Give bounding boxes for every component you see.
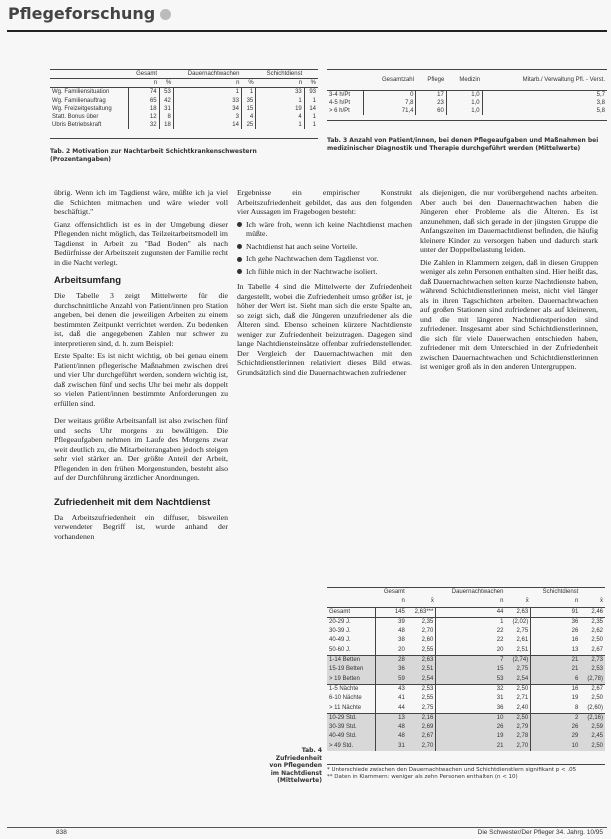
table-row bbox=[327, 617, 605, 627]
table-header-cell bbox=[327, 70, 364, 90]
table-cell: 7,8 bbox=[364, 99, 416, 107]
table-cell: 10 bbox=[436, 713, 506, 723]
table-cell: 16 bbox=[531, 684, 581, 694]
table-header-cell: Pflege bbox=[416, 70, 446, 90]
table-header-cell bbox=[304, 70, 318, 79]
row-label: 30-39 J. bbox=[329, 628, 351, 635]
table-header-cell: Dauernachtwachen bbox=[451, 589, 504, 595]
table-header-cell bbox=[327, 588, 376, 597]
table-cell: 19 bbox=[436, 732, 506, 741]
table-cell: 2,55 bbox=[421, 695, 434, 702]
table-cell: 71,4 bbox=[364, 107, 416, 115]
table-cell: 20 bbox=[376, 646, 407, 656]
table-cell: 2,71 bbox=[516, 695, 529, 702]
table-cell: 2,53 bbox=[407, 684, 436, 694]
row-label: 30-39 Std. bbox=[329, 724, 357, 731]
table-row bbox=[327, 646, 605, 656]
table-header-cell bbox=[407, 588, 436, 597]
table-cell: 1 bbox=[304, 97, 318, 105]
table-cell: 31 bbox=[376, 742, 407, 751]
table-row bbox=[327, 694, 605, 703]
header-rule bbox=[7, 30, 607, 32]
col3-paragraph-1: als diejenigen, die nur vorübergehend nachts arbeiten. Aber auch bei den Dauernachtwachen haben die Jüngeren eher Probleme als die Älteren. Es ist anzunehmen, daß sich gerade in der jüngsten Gruppe die Anfangszeiten im Dauernachtdienst befinden, die häufig kleinere Kinder zu versorgen haben und dadurch stark unter der Doppelbelastung leiden. bbox=[420, 188, 598, 254]
table-header-cell: Gesamtzahl bbox=[364, 70, 416, 90]
table-4 bbox=[327, 587, 605, 762]
table-header-cell: n bbox=[129, 79, 160, 88]
table-cell: 41 bbox=[376, 694, 407, 703]
table-cell: 48 bbox=[376, 723, 407, 732]
table-header-cell: n bbox=[173, 79, 241, 88]
table-cell: 13 bbox=[376, 713, 407, 723]
table-cell: 13 bbox=[531, 646, 581, 656]
column-2 bbox=[237, 188, 412, 380]
section-heading-zufriedenheit: Zufriedenheit mit dem Nachtdienst bbox=[54, 496, 211, 508]
table-cell: 2,53 bbox=[591, 666, 603, 673]
table-3 bbox=[327, 69, 607, 121]
table-cell: (2,60) bbox=[587, 704, 603, 711]
table-cell: 36 bbox=[531, 617, 581, 627]
table-2-header-row bbox=[50, 70, 318, 79]
table-row bbox=[327, 665, 605, 674]
bullet-item: Ich gehe Nachtwachen dem Tagdienst vor. bbox=[237, 254, 412, 264]
table-cell: 93 bbox=[304, 88, 318, 97]
col2-paragraph-1: Ergebnisse ein empirischer Konstrukt Arbeitszufriedenheit gebildet, das aus den folgenden vier Aussagen im Fragebogen besteht: bbox=[237, 188, 412, 216]
row-label: Wg. Familiensituation bbox=[52, 89, 110, 96]
row-label: 10-29 Std. bbox=[327, 713, 376, 723]
table-cell: 28 bbox=[376, 656, 407, 666]
table-header-cell: x̄ bbox=[407, 597, 436, 607]
table-header-cell: Dauernachtwachen bbox=[173, 70, 241, 79]
table-cell: 1 bbox=[256, 97, 305, 105]
table-cell: 2,50 bbox=[505, 684, 530, 694]
table-cell: 15 bbox=[436, 665, 506, 674]
table-cell: 3 bbox=[173, 113, 241, 121]
row-label: Wg. Freizeitgestaltung bbox=[52, 105, 112, 112]
table-row bbox=[327, 684, 605, 694]
row-label: 6-10 Nächte bbox=[329, 695, 362, 702]
table-cell: 23 bbox=[416, 99, 446, 107]
table-cell: 2,55 bbox=[421, 646, 434, 653]
table-row bbox=[327, 732, 605, 741]
table-header-cell: Gesamt bbox=[383, 589, 405, 595]
table-cell: 29 bbox=[531, 732, 581, 741]
table-2 bbox=[50, 69, 318, 139]
table-row bbox=[327, 627, 605, 636]
col1-paragraph-2: Ganz offensichtlich ist es in der Umgebung dieser Pflegenden nicht möglich, das Teilzeitarbeitsmodell im Tagdienst in Arbeit zu "Bad Boden" als nach Bedürfnisse der Arbeitszeit zugunsten der Familie recht in die Nacht verlegt. bbox=[54, 219, 228, 267]
row-label: 20-29 J. bbox=[327, 617, 376, 627]
table-cell: 2,50 bbox=[505, 713, 530, 723]
table-cell: 32 bbox=[436, 684, 506, 694]
table-cell: 4 bbox=[241, 113, 255, 121]
table-header-cell: Schichtdienst bbox=[256, 70, 305, 79]
table-cell: 2,50 bbox=[591, 742, 603, 749]
table-cell: 19 bbox=[531, 694, 581, 703]
table-cell: 60 bbox=[416, 107, 446, 115]
table-cell: 2,60 bbox=[421, 637, 434, 644]
table-cell: 26 bbox=[531, 627, 581, 636]
row-label: > 19 Betten bbox=[329, 675, 360, 682]
table-cell: 2,67 bbox=[580, 684, 605, 694]
table-cell: 91 bbox=[531, 607, 581, 617]
table-header-cell: n bbox=[376, 597, 407, 607]
table-cell: 2,50 bbox=[591, 695, 603, 702]
table-cell: 17 bbox=[416, 90, 446, 99]
table-cell: 48 bbox=[376, 627, 407, 636]
bullet-item: Ich fühle mich in der Nachtwache isoliert. bbox=[237, 267, 412, 277]
table-cell: 44 bbox=[436, 607, 506, 617]
col1-paragraph-4: Erste Spalte: Es ist nicht wichtig, ob bei genau einem Patient/innen pflegerische Maßnahmen zwischen drei und vier Uhr durchgeführt werden, sondern wichtig ist, daß zwischen fünf und sechs Uhr bei mehr als doppelt so vielen Patient/innen bestimmte Anforderungen zu erfüllen sind. bbox=[54, 351, 228, 408]
table-header-cell: n bbox=[436, 597, 506, 607]
table-row bbox=[327, 90, 607, 99]
table-4-header-row bbox=[327, 588, 605, 597]
table-cell: 35 bbox=[241, 97, 255, 105]
journal-reference: Die Schwester/Der Pfleger 34. Jahrg. 10/95 bbox=[477, 829, 603, 836]
table-2-subheader-row bbox=[50, 79, 318, 88]
table-cell: 32 bbox=[129, 121, 160, 129]
table-cell: 59 bbox=[376, 675, 407, 685]
table-header-cell bbox=[327, 597, 376, 607]
table-cell: 44 bbox=[376, 704, 407, 714]
table-cell: 22 bbox=[436, 627, 506, 636]
table-cell: 12 bbox=[129, 113, 160, 121]
table-cell: 1,0 bbox=[446, 99, 482, 107]
table-row bbox=[327, 607, 605, 617]
table-header-cell: Medizin bbox=[446, 70, 482, 90]
row-label: 1-5 Nächte bbox=[327, 684, 376, 694]
table-cell: 21 bbox=[531, 656, 581, 666]
table-header-cell bbox=[159, 70, 173, 79]
footer-rule bbox=[7, 827, 607, 828]
table-header-cell bbox=[50, 70, 129, 79]
column-1 bbox=[54, 188, 228, 544]
table-cell: 26 bbox=[531, 723, 581, 732]
table-cell: 1 bbox=[436, 617, 506, 627]
table-cell: 53 bbox=[159, 88, 173, 97]
table-cell: 6 bbox=[531, 675, 581, 685]
table-header-cell bbox=[580, 588, 605, 597]
table-row bbox=[50, 88, 318, 97]
table-cell: 2,75 bbox=[516, 666, 529, 673]
table-cell: 21 bbox=[436, 742, 506, 751]
table-cell: 16 bbox=[531, 636, 581, 645]
table-cell: (2,16) bbox=[580, 713, 605, 723]
table-row bbox=[327, 107, 607, 115]
table-cell: 1 bbox=[304, 113, 318, 121]
table-cell: 65 bbox=[129, 97, 160, 105]
table-cell: (2,02) bbox=[505, 617, 530, 627]
table-row bbox=[50, 97, 318, 105]
table-header-cell: n bbox=[531, 597, 581, 607]
table-header-cell: Gesamt bbox=[129, 70, 160, 79]
table-row bbox=[50, 121, 318, 129]
row-label: 1-14 Betten bbox=[327, 656, 376, 666]
col1-paragraph-3: Die Tabelle 3 zeigt Mittelwerte für die durchschnittliche Anzahl von Patient/innen pro Station angeben, bei denen die jeweiligen Arbeiten zu einem bestimmten Zeitpunkt verrichtet werden. Zu bedenken ist, daß die angegebenen Zahlen nur schwer zu interpretieren sind, d. h. zum Beispiel: bbox=[54, 291, 228, 348]
table-cell: 21 bbox=[531, 665, 581, 674]
table-cell: 2,75 bbox=[421, 704, 434, 711]
table-row bbox=[50, 105, 318, 113]
row-label: > 49 Std. bbox=[329, 742, 354, 749]
table-4-footnote: ** Daten in Klammern: weniger als zehn Personen enthalten (n < 10) bbox=[327, 774, 518, 780]
table-cell: 36 bbox=[376, 665, 407, 674]
table-cell: 14 bbox=[173, 121, 241, 129]
table-cell: 74 bbox=[129, 88, 160, 97]
row-label: 40-49 Std. bbox=[329, 733, 357, 740]
table-cell: 2 bbox=[531, 713, 581, 723]
table-cell: 20 bbox=[436, 646, 506, 656]
col3-paragraph-2: Die Zahlen in Klammern zeigen, daß in diesen Gruppen weniger als zehn Personen enthalten sind. Hier heißt das, daß Dauernachtwachen selten kurze Nachtdienste haben, während Schichtdienstlerinnen meist, nicht viel länger als in ihren Tagschichten arbeiten. Dauernachtwachen auf großen Stationen sind zufriedener als auf kleineren, und die mit längeren Nachtdienstperioden sind zufriedener. Insgesamt aber sind Schichtdienstlerinnen, die sich für viele Dauerwachen entschieden haben, zufriedener mit dem Unterschied in der Zufriedenheit zwischen Dauernachtwachen und Schichtdienstlerinnen ist weniger groß als in den anderen Untergruppen. bbox=[420, 257, 598, 371]
table-cell: 25 bbox=[241, 121, 255, 129]
table-cell: 2,59 bbox=[591, 724, 603, 731]
row-label: Gesamt bbox=[329, 608, 351, 615]
table-header-cell: x̄ bbox=[580, 597, 605, 607]
table-row bbox=[50, 113, 318, 121]
table-cell: 48 bbox=[376, 732, 407, 741]
table-cell: 2,35 bbox=[407, 617, 436, 627]
col1-paragraph-5: Der weitaus größte Arbeitsanfall ist also zwischen fünf und sechs Uhr morgens zu bewältigen. Die Pflegeaufgaben nehmen im Laufe des Morgens zwar weit deutlich zu, die Mitarbeiterangaben jedoch steigen sehr viel stärker an. Der größte Anteil der Arbeit, Pflegenden in den frühen Morgenstunden, besteht also auf der Durchführung ärztlicher Anordnungen. bbox=[54, 416, 228, 482]
table-header-cell: % bbox=[241, 79, 255, 88]
table-3-caption: Tab. 3 Anzahl von Patient/innen, bei denen Pflegeaufgaben und Maßnahmen bei medizinischer Diagnostik und Therapie durchgeführt werden (Mittelwerte) bbox=[327, 137, 599, 152]
table-cell: 39 bbox=[376, 617, 407, 627]
table-cell: 8 bbox=[159, 113, 173, 121]
table-cell: 2,70 bbox=[516, 742, 529, 749]
table-4-footnote: * Unterschiede zwischen den Dauernachtwachen und Schichtdienstlern signifikant p < .05 bbox=[327, 767, 577, 773]
table-row bbox=[327, 656, 605, 666]
row-label: 3-4 h/Pt bbox=[329, 91, 351, 98]
row-label: Statt. Bonus über bbox=[52, 114, 99, 121]
header-title: Pflegeforschung bbox=[8, 4, 156, 23]
table-4-subheader-row bbox=[327, 597, 605, 607]
row-label: Wg. Familienauftrag bbox=[52, 97, 106, 104]
table-header-cell: Schichtdienst bbox=[542, 589, 579, 595]
header bbox=[8, 4, 171, 23]
header-dot-icon bbox=[160, 9, 171, 20]
bullet-item: Nachtdienst hat auch seine Vorteile. bbox=[237, 242, 412, 252]
table-cell: 1,0 bbox=[446, 90, 482, 99]
table-cell: 36 bbox=[436, 704, 506, 714]
column-3 bbox=[420, 188, 598, 375]
table-cell: 18 bbox=[159, 121, 173, 129]
table-cell: 2,51 bbox=[516, 646, 529, 653]
row-label: > 6 h/Pt bbox=[329, 107, 350, 114]
table-cell: 8 bbox=[531, 704, 581, 714]
table-row bbox=[327, 713, 605, 723]
table-cell: 14 bbox=[304, 105, 318, 113]
table-cell: 7 bbox=[436, 656, 506, 666]
row-label: > 11 Nächte bbox=[329, 704, 362, 711]
table-cell: 33 bbox=[256, 88, 305, 97]
table-cell: 1 bbox=[241, 88, 255, 97]
row-label: 15-19 Betten bbox=[329, 666, 364, 673]
row-label: Übris Betriebskraft bbox=[52, 122, 102, 129]
table-cell: 2,54 bbox=[421, 675, 434, 682]
table-cell: 2,61 bbox=[516, 637, 529, 644]
table-header-cell: x̄ bbox=[505, 597, 530, 607]
table-header-cell: n bbox=[256, 79, 305, 88]
table-cell: 2,78 bbox=[516, 733, 529, 740]
table-cell: 26 bbox=[436, 723, 506, 732]
table-cell: 145 bbox=[376, 607, 407, 617]
table-cell: 2,45 bbox=[591, 733, 603, 740]
section-heading-arbeitsumfang: Arbeitsumfang bbox=[54, 275, 122, 286]
table-cell: 2,62 bbox=[591, 628, 603, 635]
table-cell: 2,35 bbox=[580, 617, 605, 627]
table-cell: 42 bbox=[159, 97, 173, 105]
table-cell: 53 bbox=[436, 675, 506, 685]
table-cell: (2,78) bbox=[587, 675, 603, 682]
col2-paragraph-2: In Tabelle 4 sind die Mittelwerte der Zufriedenheit dargestellt, wobei die Zufriedenheit umso größer ist, je höher der Wert ist. Sieht man sich die erste Spalte an, so zeigt sich, daß die Jüngeren unzufriedener als die Älteren sind. Ebenso scheinen kürzere Nachtdienste weniger zur Zufriedenheit beizutragen. Dagegen sind lange Nachtdiensteinsätze offenbar zufriedenstellender. Der Vergleich der Dauernachtwachen mit den Schichtdienstlerinnen relativiert dieses Bild etwas. Grundsätzlich sind die Dauernachtwachen zufriedener bbox=[237, 282, 412, 377]
table-cell: 2,63*** bbox=[414, 608, 434, 615]
table-cell: 2,67 bbox=[591, 646, 603, 653]
table-row bbox=[327, 99, 607, 107]
table-cell: 5,8 bbox=[482, 107, 607, 115]
table-cell: 2,16 bbox=[407, 713, 436, 723]
col1-paragraph-1: übrig. Wenn ich im Tagdienst wäre, müßte ich ja viel die Schichten mitmachen und wäre wieder voll beschäftigt." bbox=[54, 188, 228, 216]
table-header-cell: Mitarb./ Verwaltung Pfl. - Verst. bbox=[482, 70, 607, 90]
table-cell: 34 bbox=[173, 105, 241, 113]
table-cell: 2,73 bbox=[580, 656, 605, 666]
table-cell: (2,74) bbox=[505, 656, 530, 666]
row-label: 40-49 J. bbox=[329, 637, 351, 644]
table-cell: 3,8 bbox=[482, 99, 607, 107]
table-row bbox=[327, 742, 605, 751]
table-cell: 31 bbox=[159, 105, 173, 113]
table-cell: 2,54 bbox=[516, 675, 529, 682]
table-cell: 33 bbox=[173, 97, 241, 105]
table-cell: 2,63 bbox=[516, 608, 529, 615]
table-cell: 2,75 bbox=[516, 628, 529, 635]
row-label: 50-60 J. bbox=[329, 646, 351, 653]
table-row bbox=[327, 675, 605, 685]
table-cell: 2,40 bbox=[516, 704, 529, 711]
table-3-header-row bbox=[327, 70, 607, 90]
table-cell: 2,63 bbox=[407, 656, 436, 666]
table-cell: 2,70 bbox=[421, 628, 434, 635]
table-header-cell bbox=[241, 70, 255, 79]
table-2-caption: Tab. 2 Motivation zur Nachtarbeit Schichtkrankenschwestern (Prozentangaben) bbox=[50, 148, 257, 163]
table-cell: 18 bbox=[129, 105, 160, 113]
table-4-footnotes bbox=[327, 764, 605, 781]
table-cell: 2,50 bbox=[591, 637, 603, 644]
table-cell: 2,70 bbox=[421, 742, 434, 749]
table-cell: 1 bbox=[173, 88, 241, 97]
table-cell: 5,7 bbox=[482, 90, 607, 99]
table-4-caption: Tab. 4 Zufriedenheit von Pflegenden im Nachtdienst (Mittelwerte) bbox=[269, 747, 322, 784]
table-header-cell bbox=[50, 79, 129, 88]
table-cell: 31 bbox=[436, 694, 506, 703]
table-row bbox=[327, 636, 605, 645]
table-header-cell bbox=[505, 588, 530, 597]
table-cell: 38 bbox=[376, 636, 407, 645]
table-cell: 2,79 bbox=[516, 724, 529, 731]
table-cell: 2,46 bbox=[591, 608, 603, 615]
table-cell: 19 bbox=[256, 105, 305, 113]
table-header-cell: % bbox=[304, 79, 318, 88]
table-cell: 1 bbox=[304, 121, 318, 129]
page-number: 838 bbox=[56, 829, 67, 836]
table-cell: 2,69 bbox=[421, 724, 434, 731]
col1-paragraph-6: Da Arbeitszufriedenheit ein diffuser, bisweilen verwendeter Begriff ist, wurde anhand der vorhandenen bbox=[54, 512, 228, 541]
table-cell: 22 bbox=[436, 636, 506, 645]
table-cell: 15 bbox=[241, 105, 255, 113]
table-cell: 4 bbox=[256, 113, 305, 121]
table-row bbox=[327, 723, 605, 732]
table-header-cell: % bbox=[159, 79, 173, 88]
table-cell: 1 bbox=[256, 121, 305, 129]
table-cell: 2,51 bbox=[421, 666, 434, 673]
bullet-list bbox=[237, 220, 412, 277]
table-cell: 10 bbox=[531, 742, 581, 751]
bullet-item: Ich wäre froh, wenn ich keine Nachtdienst machen müßte. bbox=[237, 220, 412, 239]
table-cell: 0 bbox=[364, 90, 416, 99]
row-label: 4-5 h/Pt bbox=[329, 99, 351, 106]
table-cell: 43 bbox=[376, 684, 407, 694]
table-cell: 1,0 bbox=[446, 107, 482, 115]
table-cell: 2,67 bbox=[421, 733, 434, 740]
table-row bbox=[327, 704, 605, 714]
